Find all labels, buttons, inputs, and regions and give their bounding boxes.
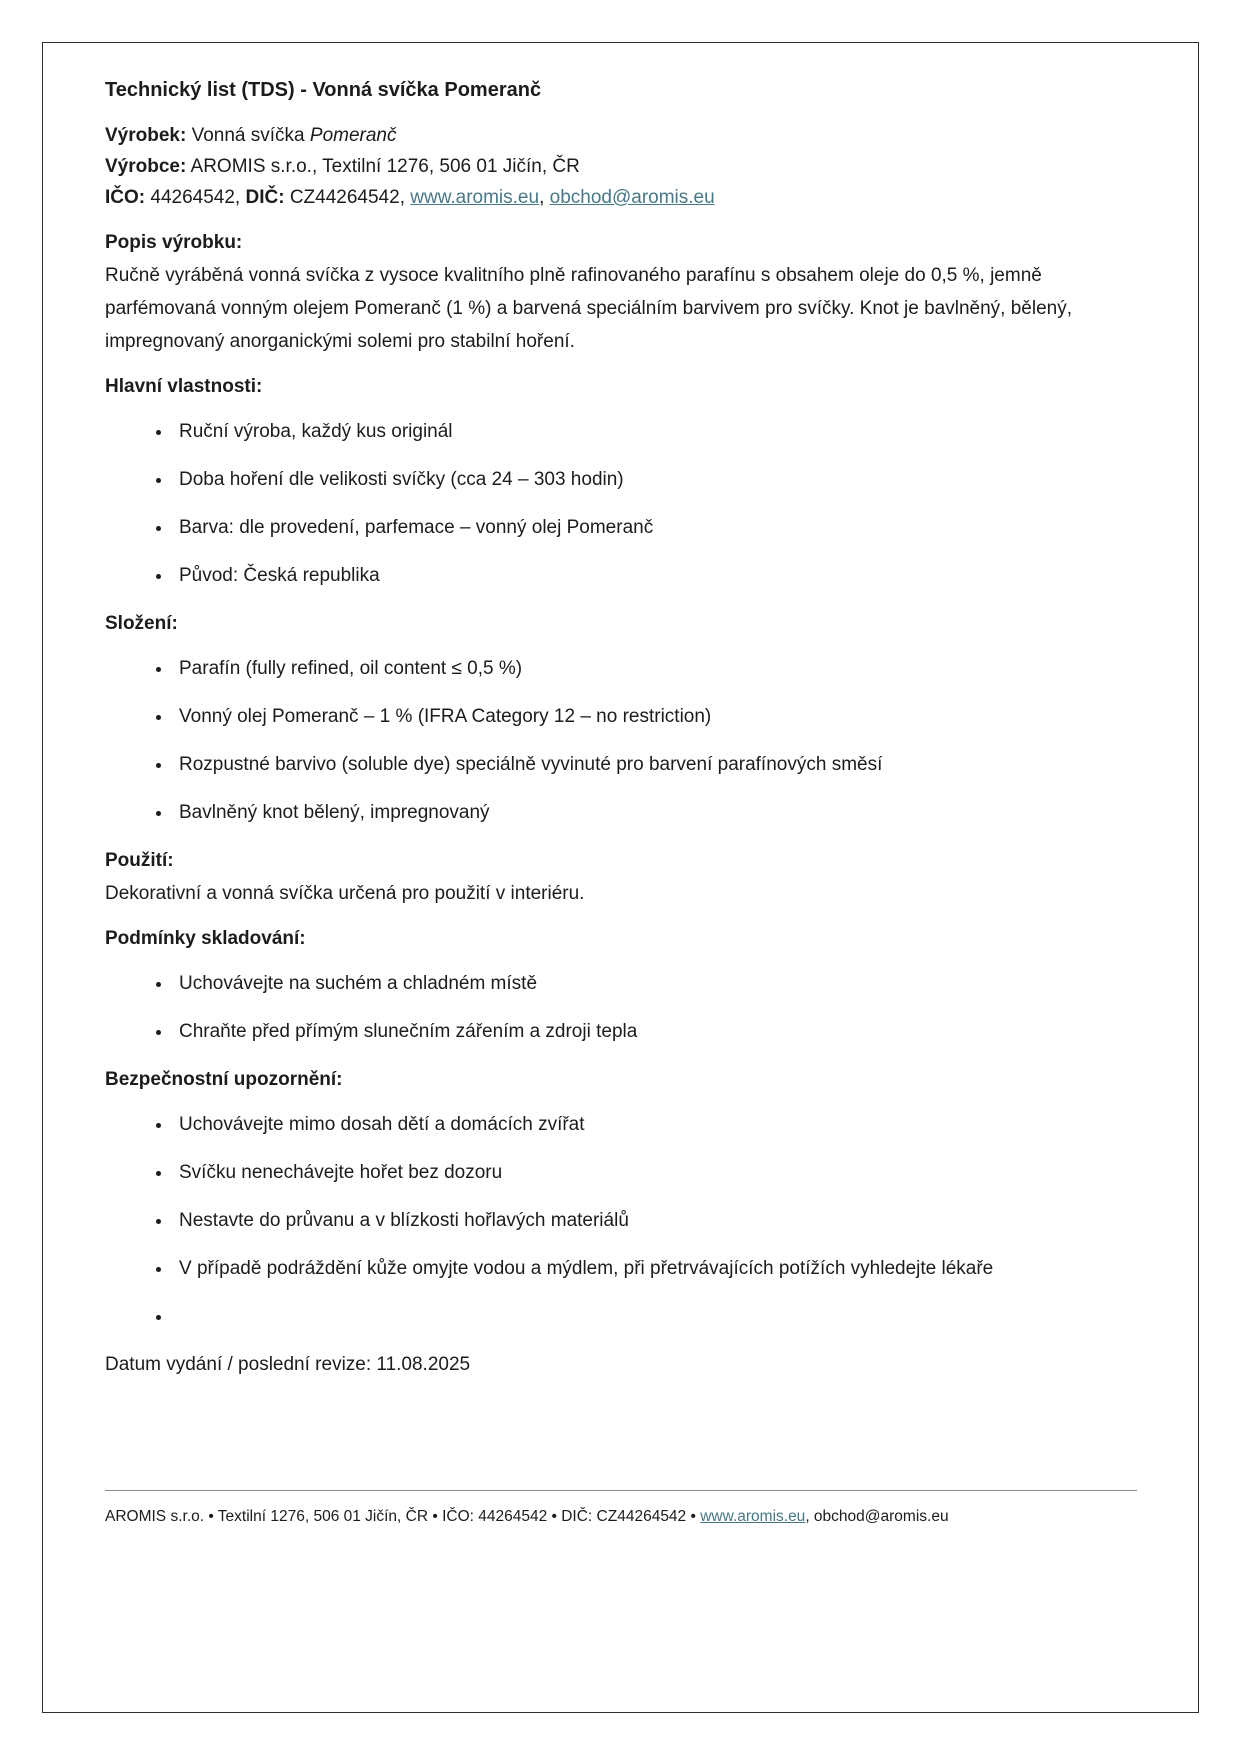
section-popis	[105, 226, 1137, 358]
slozeni-list	[105, 652, 1137, 829]
list-item-empty	[173, 1300, 1137, 1333]
list-item: • Chraňte před přímým slunečním zářením a zdroji tepla	[173, 1015, 1137, 1048]
product-info-block	[105, 120, 1137, 213]
document-content	[105, 74, 1137, 1381]
list-item: • V případě podráždění kůže omyjte vodou a mýdlem, při přetrvávajících potížích vyhledejte lékaře	[173, 1252, 1137, 1285]
product-text: Vonná svíčka	[186, 125, 310, 146]
section-heading-pouziti: Použití:	[105, 850, 174, 871]
manufacturer-text: AROMIS s.r.o., Textilní 1276, 506 01 Jičín, ČR	[186, 156, 580, 177]
section-heading-slozeni: Složení:	[105, 613, 178, 634]
section-heading-skladovani: Podmínky skladování:	[105, 928, 306, 949]
vlastnosti-list	[105, 415, 1137, 592]
ico-label: IČO:	[105, 187, 146, 208]
bezpecnost-list	[105, 1108, 1137, 1333]
footer-email-text: , obchod@aromis.eu	[805, 1508, 949, 1525]
section-body-pouziti: Dekorativní a vonná svíčka určená pro použití v interiéru.	[105, 883, 585, 904]
manufacturer-line	[105, 151, 1137, 182]
section-heading-vlastnosti: Hlavní vlastnosti:	[105, 376, 263, 397]
document-title: Technický list (TDS) - Vonná svíčka Pomeranč	[105, 79, 542, 101]
list-item: • Původ: Česká republika	[173, 559, 1137, 592]
skladovani-list	[105, 967, 1137, 1048]
footer-text: AROMIS s.r.o. • Textilní 1276, 506 01 Jičín, ČR • IČO: 44264542 • DIČ: CZ44264542 •	[105, 1508, 701, 1525]
section-pouziti	[105, 844, 1137, 910]
footer-website-link[interactable]: www.aromis.eu	[700, 1508, 806, 1525]
ico-value: 44264542,	[145, 187, 246, 208]
dic-label: DIČ:	[245, 187, 285, 208]
list-item: • Nestavte do průvanu a v blízkosti hořlavých materiálů	[173, 1204, 1137, 1237]
section-heading-bezpecnost: Bezpečnostní upozornění:	[105, 1069, 343, 1090]
section-vlastnosti	[105, 370, 1137, 592]
list-item: • Svíčku nenechávejte hořet bez dozoru	[173, 1156, 1137, 1189]
company-ids-line	[105, 182, 1137, 213]
product-name: Pomeranč	[309, 125, 397, 146]
website-link[interactable]: www.aromis.eu	[410, 187, 540, 208]
section-heading-popis: Popis výrobku:	[105, 232, 243, 253]
list-item: • Ruční výroba, každý kus originál	[173, 415, 1137, 448]
list-item: • Doba hoření dle velikosti svíčky (cca 24 – 303 hodin)	[173, 463, 1137, 496]
product-label: Výrobek:	[105, 125, 187, 146]
revision-date-line: Datum vydání / poslední revize: 11.08.2025	[105, 1354, 471, 1375]
dic-value: CZ44264542,	[284, 187, 411, 208]
page-footer	[105, 1490, 1137, 1528]
email-link[interactable]: obchod@aromis.eu	[549, 187, 715, 208]
manufacturer-label: Výrobce:	[105, 156, 187, 177]
list-item: • Uchovávejte na suchém a chladném místě	[173, 967, 1137, 1000]
section-bezpecnost	[105, 1063, 1137, 1333]
list-item: • Uchovávejte mimo dosah dětí a domácích zvířat	[173, 1108, 1137, 1141]
list-item: • Vonný olej Pomeranč – 1 % (IFRA Category 12 – no restriction)	[173, 700, 1137, 733]
section-body-popis: Ručně vyráběná vonná svíčka z vysoce kvalitního plně rafinovaného parafínu s obsahem oleje do 0,5 %, jemně parfémovaná vonným olejem Pomeranč (1 %) a barvená speciálním barvivem pro svíčky. Knot je bavlněný, bělený, impregnovaný anorganickými solemi pro stabilní hoření.	[105, 265, 1072, 352]
list-item: • Rozpustné barvivo (soluble dye) speciálně vyvinuté pro barvení parafínových směsí	[173, 748, 1137, 781]
section-slozeni	[105, 607, 1137, 829]
product-line	[105, 120, 1137, 151]
section-skladovani	[105, 922, 1137, 1048]
list-item: • Barva: dle provedení, parfemace – vonný olej Pomeranč	[173, 511, 1137, 544]
list-item: • Bavlněný knot bělený, impregnovaný	[173, 796, 1137, 829]
link-separator: ,	[539, 187, 550, 208]
list-item: • Parafín (fully refined, oil content ≤ 0,5 %)	[173, 652, 1137, 685]
